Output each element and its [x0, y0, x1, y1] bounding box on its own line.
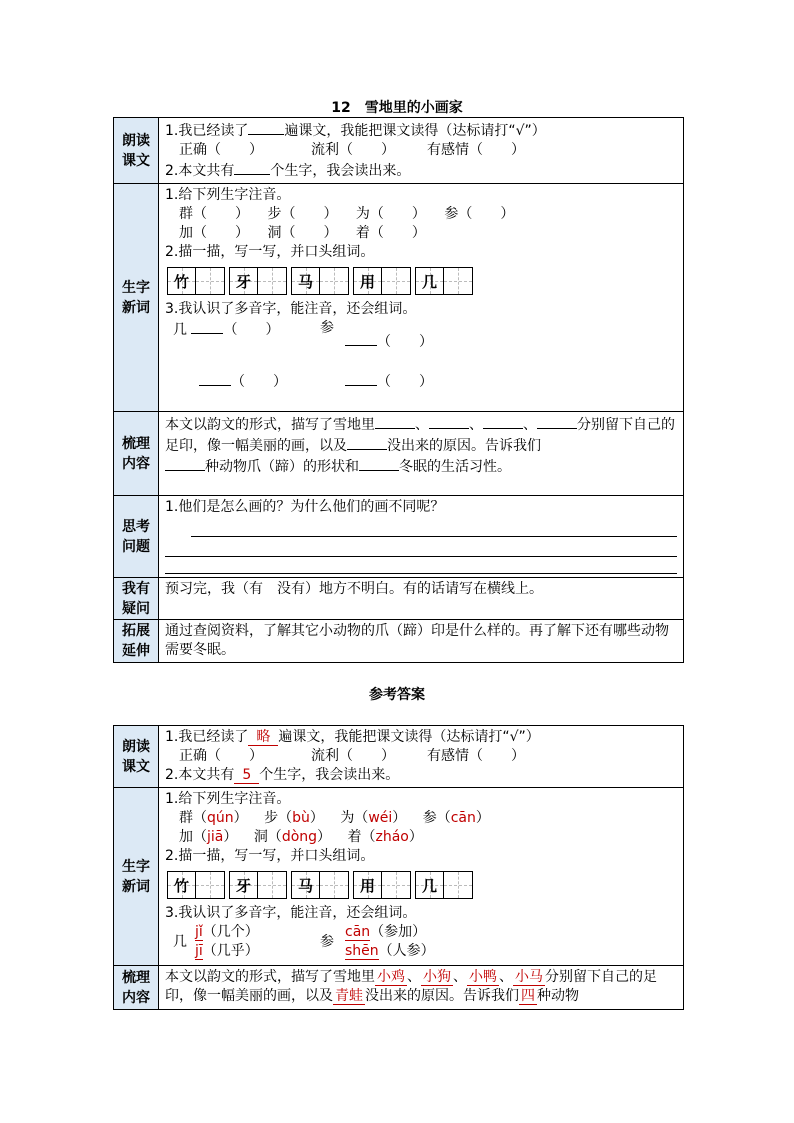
answer-fill: 小狗	[423, 969, 451, 985]
section-body	[159, 578, 684, 620]
pinyin-item[interactable]: 着（ ）	[355, 225, 426, 241]
polyphone-char: 几	[173, 934, 187, 950]
word-answer: （参加）	[370, 924, 427, 940]
line-text: 1.我已经读了	[165, 123, 249, 139]
line-text: 分别留下自己的足印，像一幅美丽的画，以及	[165, 417, 675, 454]
polyphone-char: 参	[320, 934, 334, 950]
pinyin-answer: dòng	[281, 829, 318, 845]
model-char: 用	[359, 273, 375, 291]
answer-title: 参考答案	[369, 687, 425, 703]
line-text: 通过查阅资料，了解其它小动物的爪（蹄）印是什么样的。再了解下还有哪些动物需要冬眠。	[165, 623, 669, 658]
answer-fill: 青蛙	[335, 988, 363, 1004]
char-box[interactable]	[291, 267, 349, 295]
section-body	[159, 726, 684, 788]
line-text: 2.本文共有	[165, 163, 235, 179]
pinyin-item[interactable]: 参（ ）	[444, 206, 515, 222]
section-label: 生字新词	[114, 788, 159, 966]
answer-fill: 略	[248, 729, 278, 746]
section-sikao	[114, 496, 684, 578]
section-langdu	[114, 118, 684, 184]
blank-field[interactable]	[347, 435, 387, 450]
word-blank[interactable]: （ ）	[223, 322, 280, 338]
pinyin-item[interactable]: 群（ ）	[179, 206, 249, 222]
blank-field[interactable]	[165, 456, 205, 471]
char-box[interactable]	[415, 267, 473, 295]
section-label: 梳理内容	[114, 966, 159, 1010]
line-text: 冬眠的生活习性。	[399, 459, 511, 475]
pinyin-item[interactable]: 加（ ）	[179, 225, 249, 241]
question-text: 1.给下列生字注音。	[165, 791, 291, 807]
section-body	[159, 184, 684, 412]
pinyin-answer: jiā	[207, 829, 224, 845]
section-label: 生字新词	[114, 184, 159, 412]
char-box[interactable]	[167, 267, 225, 295]
answer-fill: 5	[234, 767, 259, 784]
writing-grid	[167, 871, 677, 899]
answer-table	[113, 725, 684, 1010]
question-text: 3.我认识了多音字，能注音，还会组词。	[165, 905, 417, 921]
char-box	[167, 871, 225, 899]
word-answer: （几个）	[202, 924, 259, 940]
section-body	[159, 496, 684, 578]
blank-field[interactable]	[537, 414, 577, 429]
line-text: 本文以韵文的形式，描写了雪地里	[165, 969, 375, 985]
line-text: 分别留下自己的足印，像一幅美丽的画，以及	[165, 969, 657, 1004]
section-body	[159, 788, 684, 966]
question-text: 2.描一描，写一写，并口头组词。	[165, 244, 375, 260]
separator: 、	[469, 417, 483, 433]
blank-field[interactable]	[199, 371, 231, 386]
line-text: 本文以韵文的形式，描写了雪地里	[165, 417, 375, 433]
section-label: 梳理内容	[114, 412, 159, 496]
line-text: 遍课文，我能把课文读得（达标请打“√”）	[284, 123, 546, 139]
blank-field[interactable]	[248, 120, 284, 135]
line-text: 预习完，我（有 没有）地方不明白。有的话请写在横线上。	[165, 581, 543, 597]
blank-field[interactable]	[483, 414, 523, 429]
model-char: 几	[421, 273, 437, 291]
word-blank[interactable]: （ ）	[377, 334, 433, 350]
worksheet-table	[113, 117, 684, 663]
answer-line[interactable]	[191, 517, 677, 537]
word-blank[interactable]: （ ）	[377, 374, 433, 390]
pinyin-answer: shēn	[345, 943, 379, 959]
section-shuli	[114, 412, 684, 496]
section-langdu	[114, 726, 684, 788]
line-text: 种动物爪（蹄）的形状和	[205, 459, 359, 475]
word-answer: （几乎）	[202, 943, 259, 959]
section-label: 朗读课文	[114, 726, 159, 788]
section-body	[159, 620, 684, 663]
check-emotion: 有感情（ ）	[427, 748, 525, 764]
section-label: 我有疑问	[114, 578, 159, 620]
line-text: 个生字，我会读出来。	[259, 767, 400, 783]
pinyin-row: 群（qún） 步（bù） 为（wéi） 参（cān）	[179, 810, 490, 826]
line-text: 个生字，我会读出来。	[270, 163, 411, 179]
blank-field[interactable]	[359, 456, 399, 471]
writing-grid	[167, 267, 677, 295]
section-body: 本文以韵文的形式，描写了雪地里 小鸡 、 小狗 、 小鸭 、 小马 分别留下自己的足印，像一幅美丽的画，以及 青蛙 没出来的原因。告诉我们 四 种动物	[159, 966, 684, 1010]
line-text: 遍课文，我能把课文读得（达标请打“√”）	[278, 729, 540, 745]
answer-line[interactable]	[165, 537, 677, 557]
section-tuozhan	[114, 620, 684, 663]
separator: 、	[523, 417, 537, 433]
blank-field[interactable]	[345, 371, 377, 386]
check-fluent: 流利（ ）	[311, 748, 395, 764]
section-yiwen	[114, 578, 684, 620]
line-text: 2.本文共有	[165, 767, 235, 783]
model-char: 几	[421, 877, 437, 895]
blank-field[interactable]	[345, 331, 377, 346]
word-answer: （人参）	[378, 943, 435, 959]
check-correct[interactable]: 正确（ ）	[179, 142, 263, 158]
section-label: 朗读课文	[114, 118, 159, 184]
char-box	[229, 871, 287, 899]
line-text: 种动物	[537, 988, 579, 1004]
pinyin-answer: jī	[195, 943, 203, 959]
blank-field[interactable]	[375, 414, 415, 429]
question-text: 3.我认识了多音字，能注音，还会组词。	[165, 301, 417, 317]
model-char: 竹	[173, 273, 189, 291]
section-body	[159, 118, 684, 184]
char-box	[291, 871, 349, 899]
blank-field[interactable]	[191, 319, 223, 334]
line-text: 没出来的原因。告诉我们	[365, 988, 519, 1004]
section-shengzi	[114, 184, 684, 412]
model-char: 马	[297, 273, 313, 291]
blank-field[interactable]	[429, 414, 469, 429]
pinyin-answer: cān	[450, 810, 476, 826]
pinyin-answer: zháo	[375, 829, 409, 845]
check-correct: 正确（ ）	[179, 748, 263, 764]
pinyin-answer: cān	[345, 924, 371, 940]
line-text: 1.我已经读了	[165, 729, 249, 745]
model-char: 牙	[235, 273, 251, 291]
model-char: 用	[359, 877, 375, 895]
char-box[interactable]	[229, 267, 287, 295]
word-blank[interactable]: （ ）	[231, 374, 287, 390]
char-box	[353, 871, 411, 899]
polyphone-char: 几	[173, 322, 187, 338]
char-box	[415, 871, 473, 899]
section-label: 思考问题	[114, 496, 159, 578]
question-text: 1.他们是怎么画的？为什么他们的画不同呢？	[165, 499, 445, 515]
char-box[interactable]	[353, 267, 411, 295]
pinyin-item[interactable]: 洞（ ）	[267, 225, 338, 241]
separator: 、	[415, 417, 429, 433]
pinyin-item[interactable]: 步（ ）	[267, 206, 338, 222]
polyphone-area	[165, 923, 677, 963]
pinyin-row: 加（jiā） 洞（dòng） 着（zháo）	[179, 829, 423, 845]
pinyin-item[interactable]: 为（ ）	[355, 206, 426, 222]
answer-fill: 小马	[515, 969, 543, 985]
answer-line[interactable]	[165, 557, 677, 574]
question-text: 2.描一描，写一写，并口头组词。	[165, 848, 375, 864]
section-shengzi	[114, 788, 684, 966]
pinyin-answer: wéi	[368, 810, 393, 826]
blank-field[interactable]	[234, 160, 270, 175]
page-title: 12 雪地里的小画家	[331, 100, 463, 116]
check-fluent[interactable]: 流利（ ）	[311, 142, 395, 158]
model-char: 竹	[173, 877, 189, 895]
section-body	[159, 412, 684, 496]
model-char: 牙	[235, 877, 251, 895]
section-label: 拓展延伸	[114, 620, 159, 663]
model-char: 马	[297, 877, 313, 895]
pinyin-answer: qún	[207, 810, 234, 826]
answer-fill: 小鸭	[469, 969, 497, 985]
line-text: 没出来的原因。告诉我们	[387, 438, 541, 454]
pinyin-answer: jǐ	[195, 924, 203, 940]
answer-fill: 小鸡	[377, 969, 405, 985]
polyphone-area	[165, 319, 677, 399]
polyphone-char: 参	[320, 320, 334, 336]
check-emotion[interactable]: 有感情（ ）	[427, 142, 525, 158]
pinyin-answer: bù	[292, 810, 310, 826]
section-shuli	[114, 966, 684, 1010]
question-text: 1.给下列生字注音。	[165, 187, 291, 203]
answer-fill: 四	[521, 988, 535, 1004]
